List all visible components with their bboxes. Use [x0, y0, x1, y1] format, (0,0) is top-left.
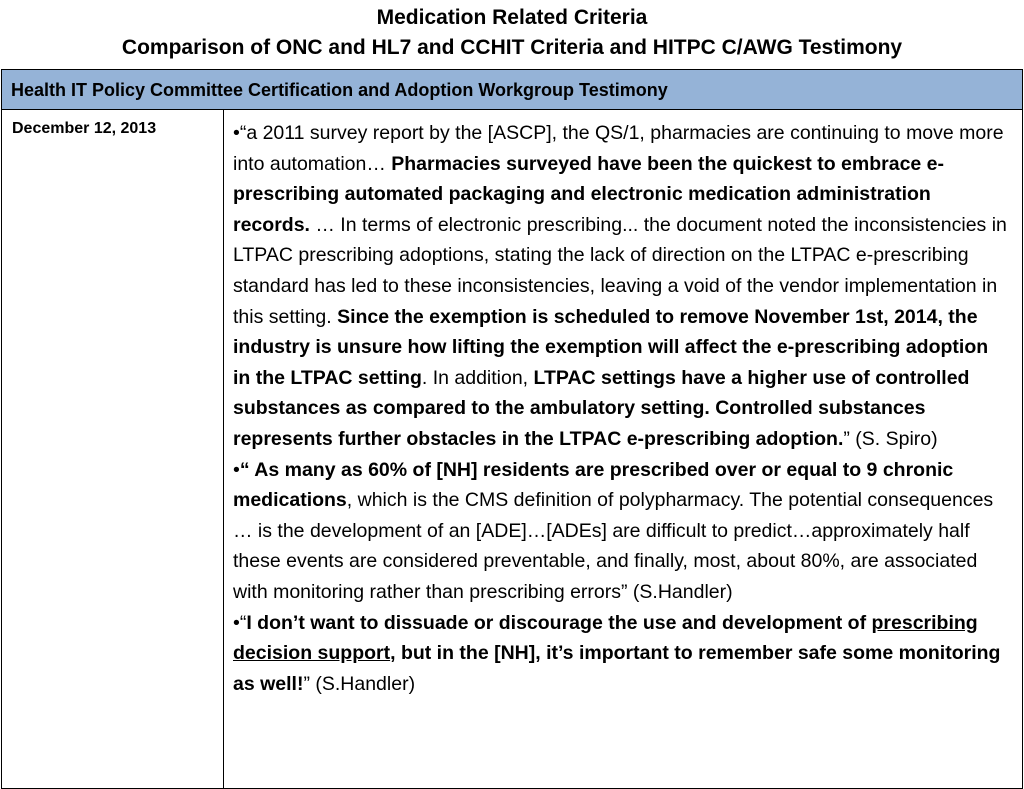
testimony-content — [224, 110, 1022, 788]
testimony-table — [1, 69, 1023, 789]
testimony-bullet: •“a 2011 survey report by the [ASCP], the QS/1, pharmacies are continuing to move more into automation… Pharmacies surveyed have been the quickest to embrace e-prescribing automated packaging and electronic medication administration records. … In terms of electronic prescribing... the document noted the inconsistencies in LTPAC prescribing adoptions, stating the lack of direction on the LTPAC e-prescribing standard has led to these inconsistencies, leaving a void of the vendor implementation in this setting. Since the exemption is scheduled to remove November 1st, 2014, the industry is unsure how lifting the exemption will affect the e-prescribing adoption in the LTPAC setting. In addition, LTPAC settings have a higher use of controlled substances as compared to the ambulatory setting. Controlled substances represents further obstacles in the LTPAC e-prescribing adoption.” (S. Spiro) — [233, 122, 1007, 450]
testimony-bullet: •“ As many as 60% of [NH] residents are prescribed over or equal to 9 chronic medications, which is the CMS definition of polypharmacy. The potential consequences … is the development of an [ADE]…[ADEs] are difficult to predict…approximately half these events are considered preventable, and finally, most, about 80%, are associated with monitoring rather than prescribing errors” (S.Handler) — [233, 458, 994, 603]
table-header: Health IT Policy Committee Certification and Adoption Workgroup Testimony — [2, 70, 1022, 110]
title-line-2: Comparison of ONC and HL7 and CCHIT Criteria and HITPC C/AWG Testimony — [121, 36, 903, 59]
date-cell: December 12, 2013 — [2, 110, 224, 788]
title-line-1: Medication Related Criteria — [376, 6, 648, 29]
slide-title — [0, 3, 1024, 63]
testimony-bullet: •“I don’t want to dissuade or discourage the use and development of prescribing decision support, but in the [NH], it’s important to remember safe some monitoring as well!” (S.Handler) — [233, 611, 1001, 695]
table-row — [2, 110, 1022, 788]
